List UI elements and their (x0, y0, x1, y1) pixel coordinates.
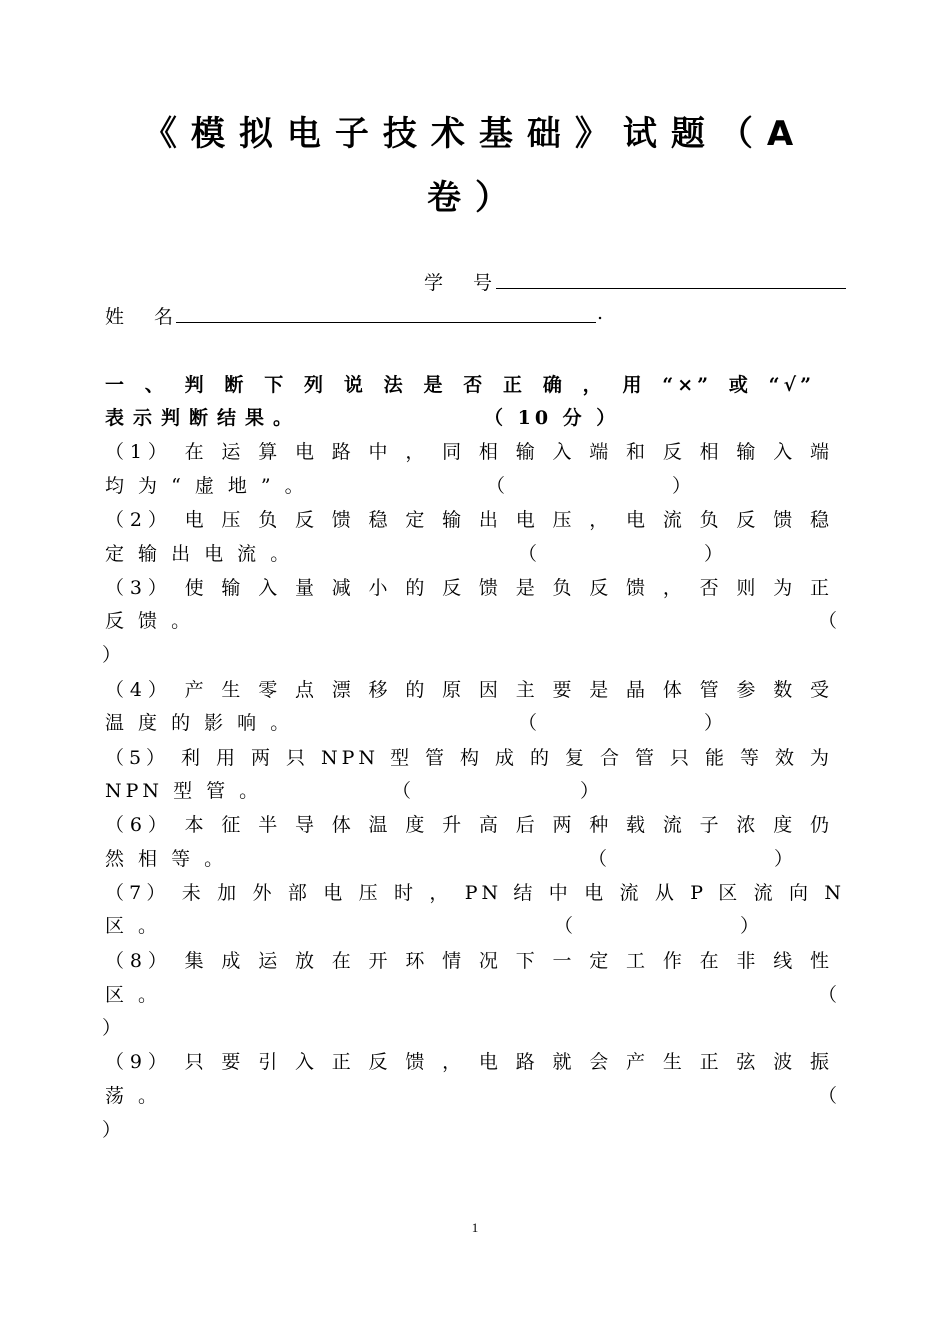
section1-score: （ 10 分 ） (484, 407, 620, 429)
item-4-line1: （4） 产 生 零 点 漂 移 的 原 因 主 要 是 晶 体 管 参 数 受 (105, 679, 833, 701)
exam-title-line2: 卷） (427, 178, 523, 218)
item-5-answer-close: ） (580, 780, 600, 802)
section1-heading-line2: 表示判断结果。 (105, 407, 302, 429)
item-2-answer-open[interactable]: （ (518, 543, 538, 565)
item-3-answer-open[interactable]: （ (818, 610, 838, 632)
item-3-line1: （3） 使 输 入 量 减 小 的 反 馈 是 负 反 馈 ， 否 则 为 正 (105, 577, 833, 599)
item-6-answer-close: ） (774, 848, 794, 870)
section1-heading-line1: 一、判断下列说法是否正确，用“×”或“√” (105, 374, 815, 396)
item-5-line1: （5） 利 用 两 只 NPN 型 管 构 成 的 复 合 管 只 能 等 效 为 (105, 747, 833, 769)
name-label: 姓 名 (105, 306, 186, 328)
item-7-answer-close: ） (740, 915, 760, 937)
item-3-line2: 反 馈 。 (105, 610, 195, 632)
name-trailing-period: . (597, 302, 604, 324)
item-5-line2: NPN 型 管 。 (105, 780, 263, 802)
item-2-line2: 定 输 出 电 流 。 (105, 543, 294, 565)
item-8-answer-open[interactable]: （ (818, 984, 838, 1006)
item-4-answer-open[interactable]: （ (518, 712, 538, 734)
item-1-answer-open[interactable]: （ (486, 475, 506, 497)
item-2-line1: （2） 电 压 负 反 馈 稳 定 输 出 电 压 ， 电 流 负 反 馈 稳 (105, 509, 833, 531)
item-9-line1: （9） 只 要 引 入 正 反 馈 ， 电 路 就 会 产 生 正 弦 波 振 (105, 1051, 833, 1073)
item-9-answer-close: ） (102, 1119, 122, 1141)
name-field[interactable] (176, 322, 596, 323)
exam-title-line1: 《模拟电子技术基础》试题（A (142, 114, 808, 154)
item-6-line2: 然 相 等 。 (105, 848, 228, 870)
item-6-answer-open[interactable]: （ (588, 848, 608, 870)
item-7-answer-open[interactable]: （ (554, 915, 574, 937)
item-6-line1: （6） 本 征 半 导 体 温 度 升 高 后 两 种 载 流 子 浓 度 仍 (105, 814, 833, 836)
item-9-line2: 荡 。 (105, 1085, 162, 1107)
item-1-line2: 均 为 “ 虚 地 ” 。 (105, 475, 308, 497)
item-8-line2: 区 。 (105, 984, 162, 1006)
item-9-answer-open[interactable]: （ (818, 1085, 838, 1107)
page-number: 1 (471, 1220, 479, 1235)
item-7-line1: （7） 未 加 外 部 电 压 时 ， PN 结 中 电 流 从 P 区 流 向 N (105, 882, 845, 904)
item-4-answer-close: ） (704, 712, 724, 734)
item-5-answer-open[interactable]: （ (392, 780, 412, 802)
item-4-line2: 温 度 的 影 响 。 (105, 712, 294, 734)
student-id-field[interactable] (496, 288, 846, 289)
student-id-label: 学 号 (424, 272, 505, 294)
item-1-line1: （1） 在 运 算 电 路 中 ， 同 相 输 入 端 和 反 相 输 入 端 (105, 441, 833, 463)
item-7-line2: 区 。 (105, 915, 162, 937)
item-1-answer-close: ） (672, 475, 692, 497)
item-2-answer-close: ） (704, 543, 724, 565)
item-3-answer-close: ） (102, 644, 122, 666)
item-8-line1: （8） 集 成 运 放 在 开 环 情 况 下 一 定 工 作 在 非 线 性 (105, 950, 833, 972)
item-8-answer-close: ） (102, 1017, 122, 1039)
